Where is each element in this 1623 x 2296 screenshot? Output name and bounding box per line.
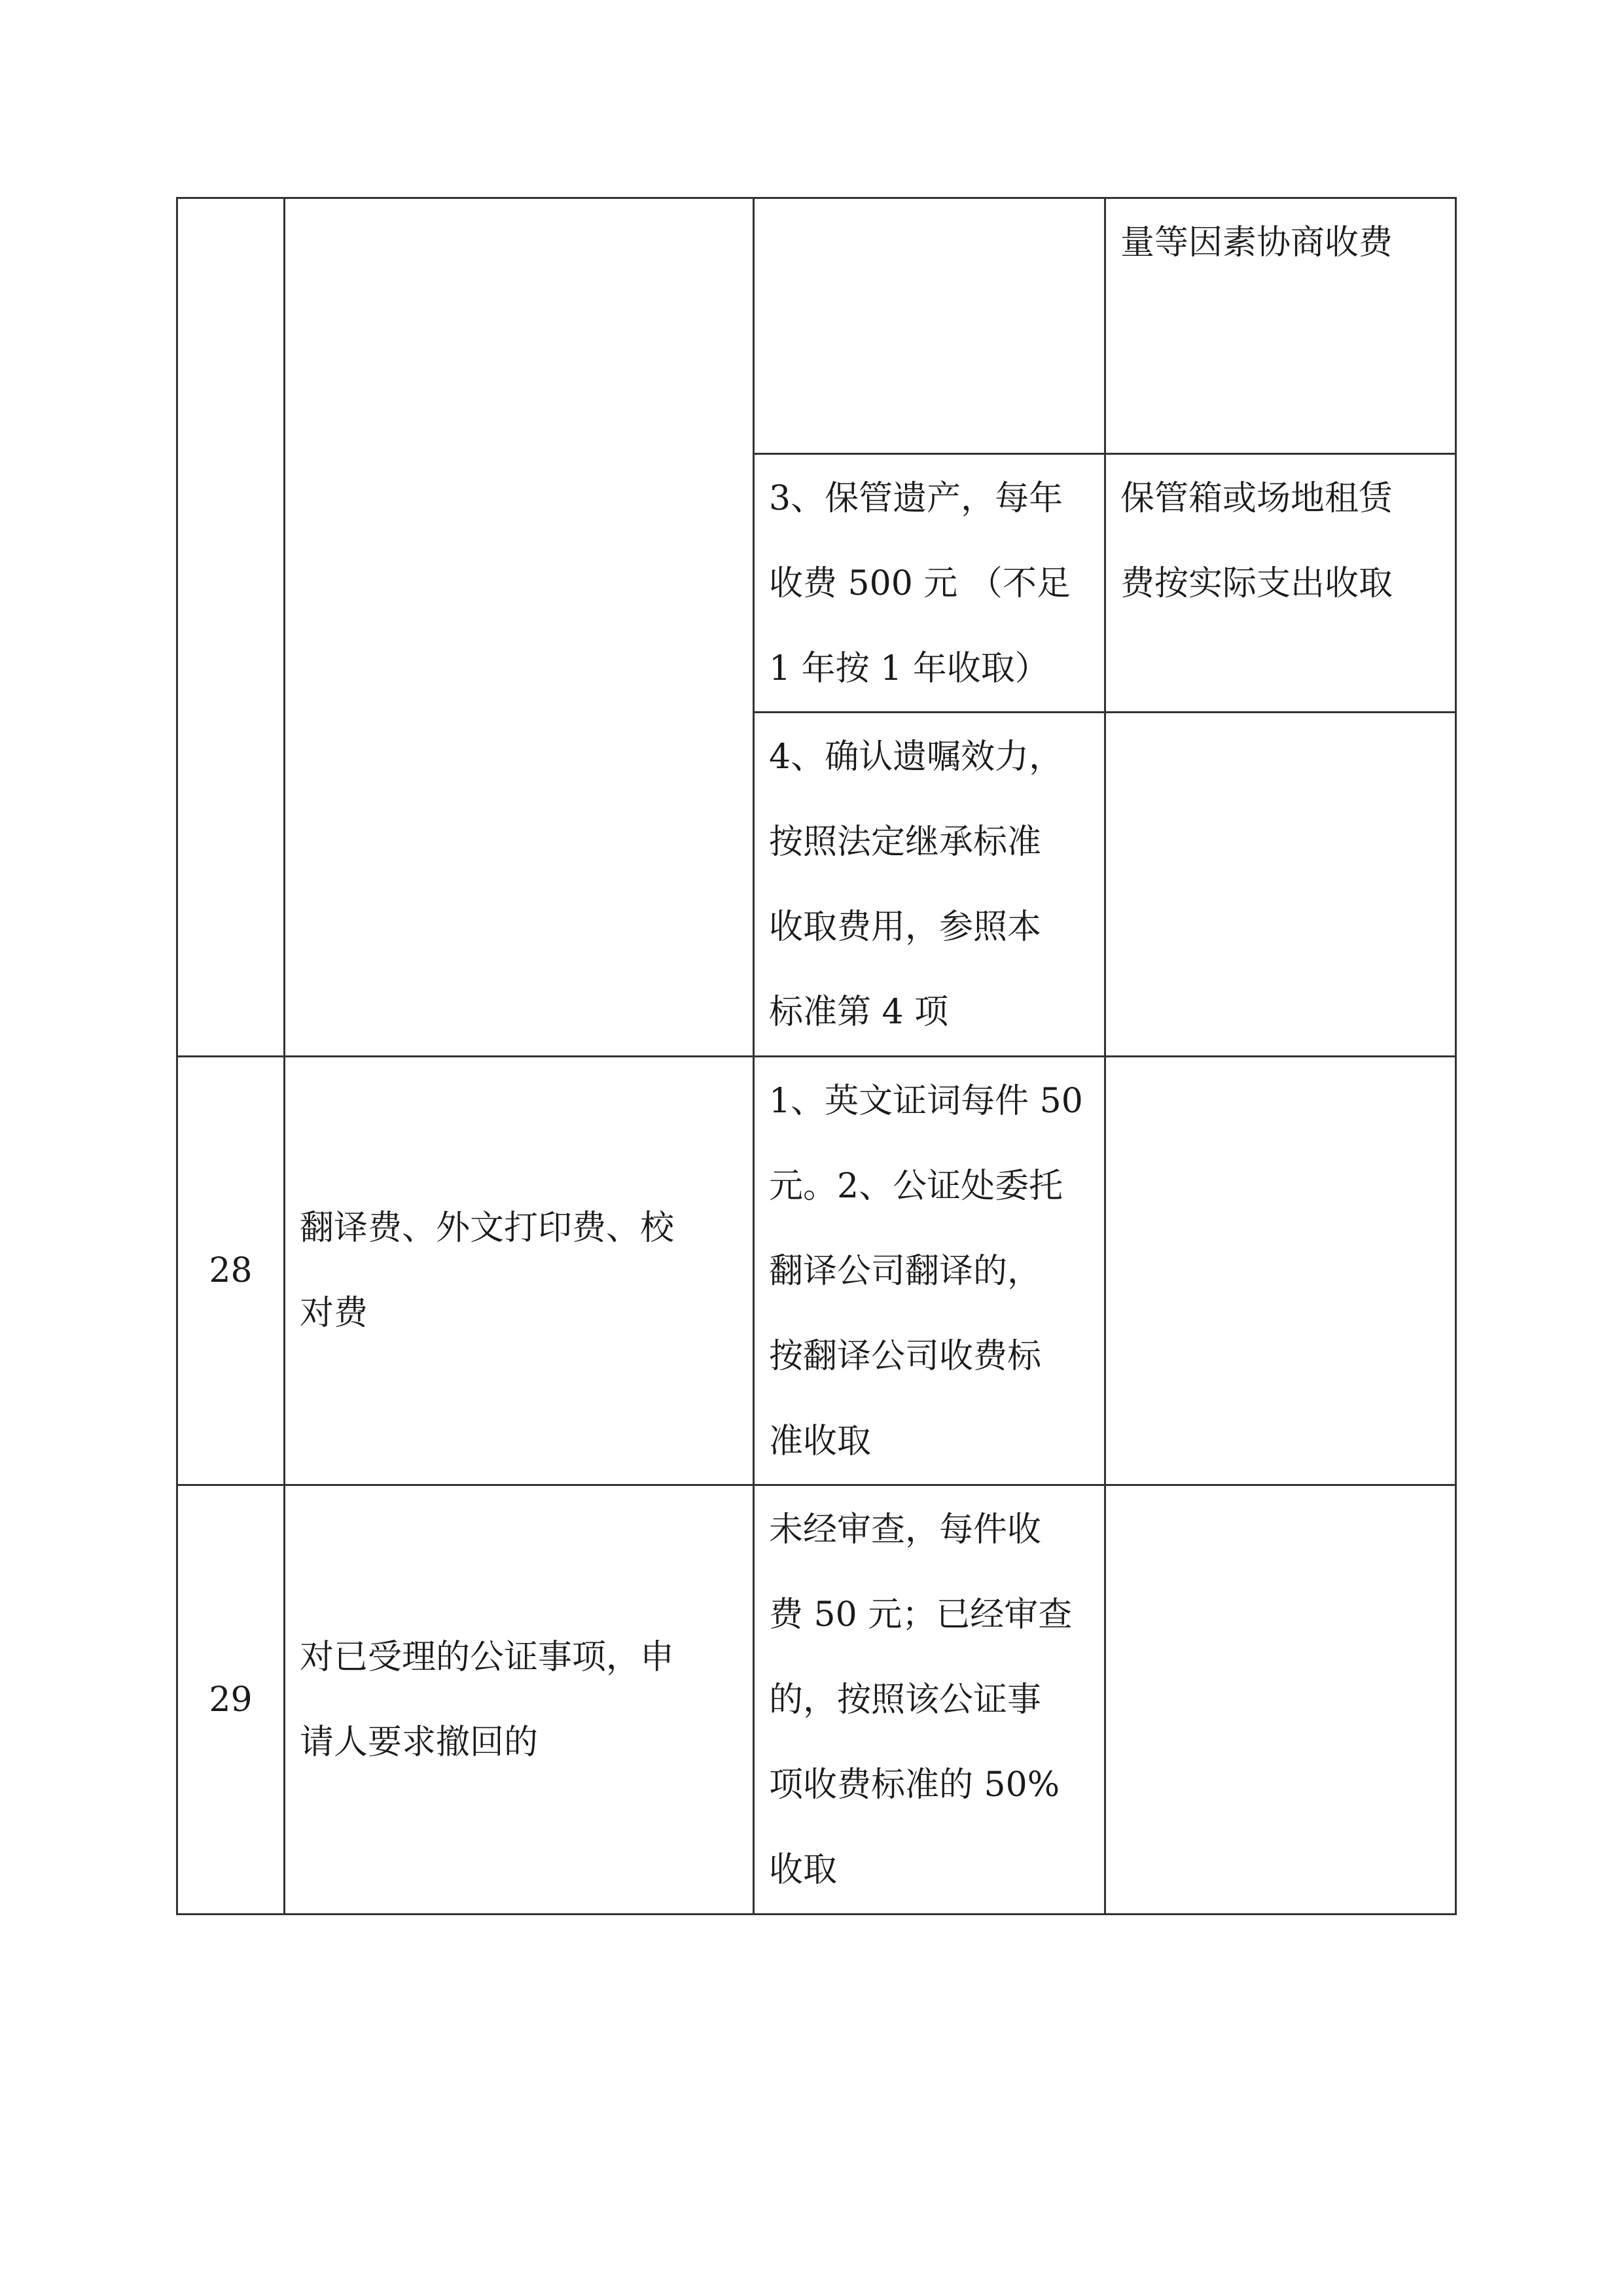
standard-cell-continued-4 [754, 713, 1105, 1057]
table-row-29 [177, 1485, 1456, 1915]
standard-cell [754, 1485, 1105, 1915]
note-text [1120, 1486, 1447, 1487]
note-cell [1105, 1057, 1456, 1485]
standard-cell-continued-1 [754, 198, 1105, 454]
number-cell [177, 1057, 285, 1485]
number-cell-continued [177, 198, 285, 1057]
item-cell [285, 1057, 754, 1485]
item-cell-continued [285, 198, 754, 1057]
fee-standard-table [176, 197, 1457, 1915]
table-row-28 [177, 1057, 1456, 1485]
note-cell-continued-1 [1105, 198, 1456, 454]
note-text [1120, 1057, 1447, 1059]
note-text: 量等因素协商收费 [1120, 223, 1393, 262]
standard-text: 4、确认遗嘱效力， 按照法定继承标准 收取费用，参照本 标准第 4 项 [769, 737, 1063, 1032]
standard-cell-continued-3 [754, 454, 1105, 713]
row-number: 29 [209, 1680, 253, 1720]
item-cell [285, 1485, 754, 1915]
standard-text: 1、英文证词每件 50 元。2、公证处委托 翻译公司翻译的， 按翻译公司收费标 准收取 [769, 1082, 1083, 1461]
standard-text: 未经审查，每件收 费 50 元；已经审查 的，按照该公证事 项收费标准的 50% 收取 [769, 1510, 1073, 1890]
table-row-continued-1 [177, 198, 1456, 454]
item-text: 翻译费、外文打印费、校 对费 [300, 1209, 675, 1333]
number-cell [177, 1485, 285, 1915]
row-number: 28 [209, 1251, 253, 1290]
note-cell-continued-3 [1105, 454, 1456, 713]
note-cell [1105, 1485, 1456, 1915]
item-text: 对已受理的公证事项，申 请人要求撤回的 [300, 1637, 675, 1762]
standard-cell [754, 1057, 1105, 1485]
note-text: 保管箱或场地租赁 费按实际支出收取 [1120, 479, 1393, 603]
standard-text: 3、保管遗产，每年 收费 500 元 （不足 1 年按 1 年收取） [769, 479, 1071, 688]
note-cell-continued-4 [1105, 713, 1456, 1057]
